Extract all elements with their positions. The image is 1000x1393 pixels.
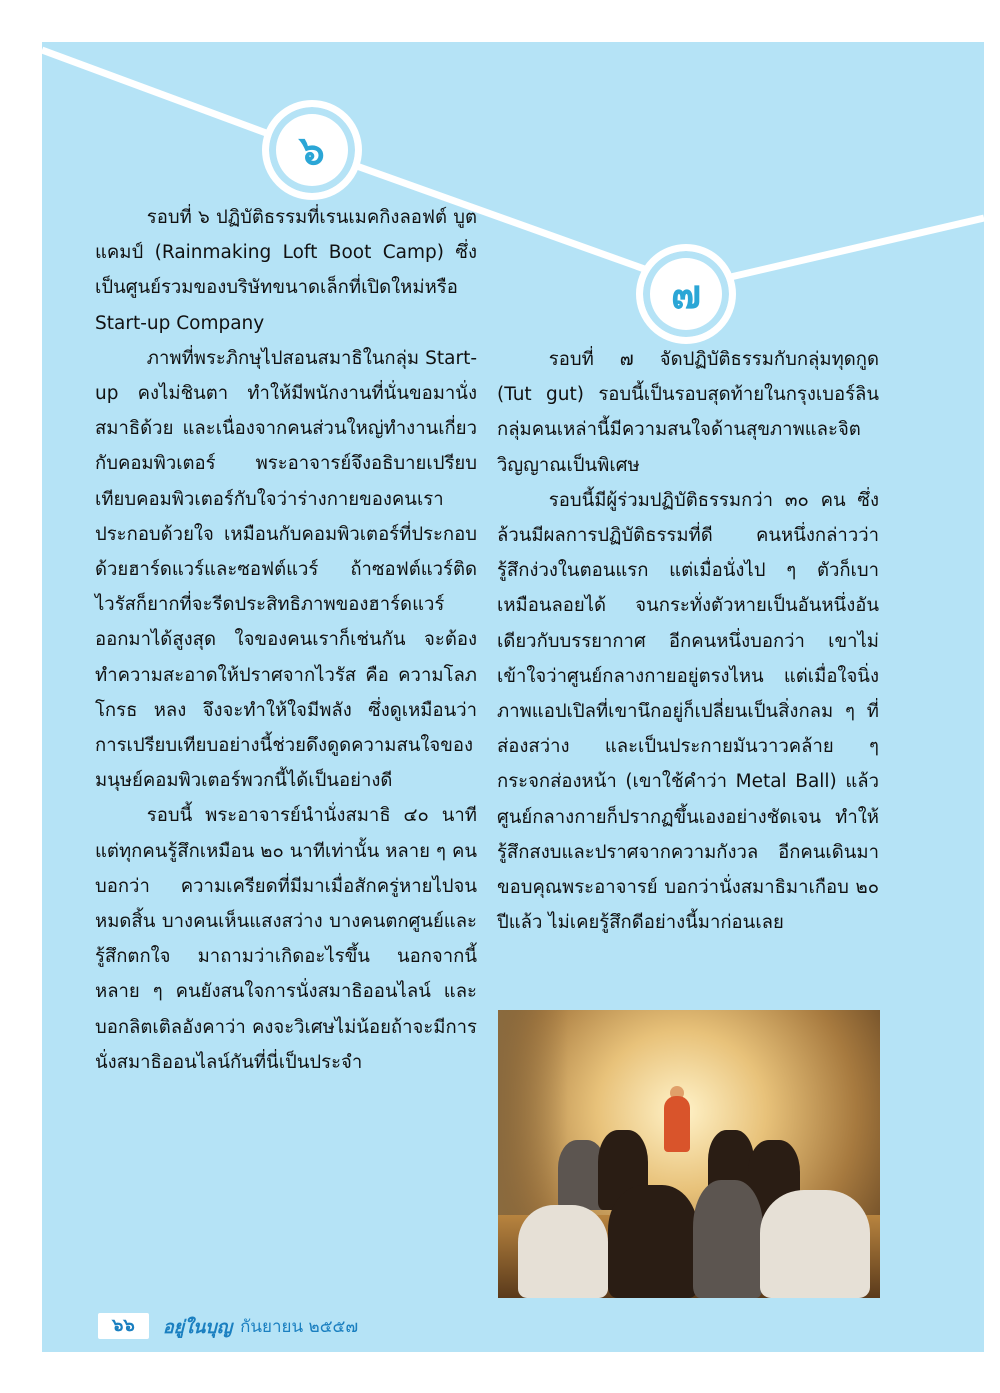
publication-name: อยู่ในบุญ (162, 1316, 233, 1338)
timeline-segment-3 (692, 218, 984, 286)
right-column (497, 342, 879, 940)
meditation-photo (498, 1010, 880, 1298)
paragraph-round-7-results: รอบนี้มีผู้ร่วมปฏิบัติธรรมกว่า ๓๐ คน ซึ่งล้วนมีผลการปฏิบัติธรรมที่ดี คนหนึ่งกล่าวว่า รู้สึกง่วงในตอนแรก แต่เมื่อนั่งไป ๆ ตัวก็เบาเหมือนลอยได้ จนกระทั่งตัวหายเป็นอันหนึ่งอันเดียวกับบรรยากาศ อีกคนหนึ่งบอกว่า เขาไม่เข้าใจว่าศูนย์กลางกายอยู่ตรงไหน แต่เมื่อใจนิ่ง ภาพแอปเปิลที่เขานึกอยู่ก็เปลี่ยนเป็นสิ่งกลม ๆ ที่ส่องสว่าง และเป็นประกายมันวาวคล้าย ๆ กระจกส่องหน้า (เขาใช้คำว่า Metal Ball) แล้วศูนย์กลางกายก็ปรากฏขึ้นเองอย่างชัดเจน ทำให้รู้สึกสงบและปราศจากความกังวล อีกคนเดินมาขอบคุณพระอาจารย์ บอกว่านั่งสมาธิมาเกือบ ๒๐ ปีแล้ว ไม่เคยรู้สึกดีอย่างนี้มาก่อนเลย (497, 489, 879, 934)
section-marker-6: ๖ (262, 100, 362, 200)
monk-figure (664, 1096, 690, 1152)
page-number: ๖๖ (98, 1313, 149, 1339)
page-footer (98, 1312, 358, 1340)
issue-date: กันยายน ๒๕๕๗ (240, 1316, 359, 1337)
paragraph-round-7-intro: รอบที่ ๗ จัดปฏิบัติธรรมกับกลุ่มทุดกูด (Tut gut) รอบนี้เป็นรอบสุดท้ายในกรุงเบอร์ลิน กลุ่มคนเหล่านี้มีความสนใจด้านสุขภาพและจิตวิญญาณเป็นพิเศษ (497, 349, 879, 476)
paragraph-round-6-teaching: ภาพที่พระภิกษุไปสอนสมาธิในกลุ่ม Start-up คงไม่ชินตา ทำให้มีพนักงานที่นั่นขอมานั่งสมาธิด้วย และเนื่องจากคนส่วนใหญ่ทำงานเกี่ยวกับคอมพิวเตอร์ พระอาจารย์จึงอธิบายเปรียบเทียบคอมพิวเตอร์กับใจว่าร่างกายของคนเราประกอบด้วยใจ เหมือนกับคอมพิวเตอร์ที่ประกอบด้วยฮาร์ดแวร์และซอฟต์แวร์ ถ้าซอฟต์แวร์ติดไวรัสก็ยากที่จะรีดประสิทธิภาพของฮาร์ดแวร์ออกมาได้สูงสุด ใจของคนเราก็เช่นกัน จะต้องทำความสะอาดให้ปราศจากไวรัส คือ ความโลภ โกรธ หลง จึงจะทำให้ใจมีพลัง ซึ่งดูเหมือนว่า การเปรียบเทียบอย่างนี้ช่วยดึงดูดความสนใจของมนุษย์คอมพิวเตอร์พวกนี้ได้เป็นอย่างดี (95, 347, 477, 792)
section-marker-7: ๗ (636, 244, 736, 344)
paragraph-round-6-results: รอบนี้ พระอาจารย์นำนั่งสมาธิ ๔๐ นาที แต่ทุกคนรู้สึกเหมือน ๒๐ นาทีเท่านั้น หลาย ๆ คนบอกว่า ความเครียดที่มีมาเมื่อสักครู่หายไปจนหมดสิ้น บางคนเห็นแสงสว่าง บางคนตกศูนย์และรู้สึกตกใจ มาถามว่าเกิดอะไรขึ้น นอกจากนี้ หลาย ๆ คนยังสนใจการนั่งสมาธิออนไลน์ และบอกลิตเติลอังคาว่า คงจะวิเศษไม่น้อยถ้าจะมีการนั่งสมาธิออนไลน์กันที่นี่เป็นประจำ (95, 805, 477, 1073)
paragraph-round-6-intro: รอบที่ ๖ ปฏิบัติธรรมที่เรนเมคกิงลอฟต์ บูตแคมป์ (Rainmaking Loft Boot Camp) ซึ่งเป็นศูนย์รวมของบริษัทขนาดเล็กที่เปิดใหม่หรือ Start-up Company (95, 207, 477, 334)
left-column (95, 200, 477, 1080)
